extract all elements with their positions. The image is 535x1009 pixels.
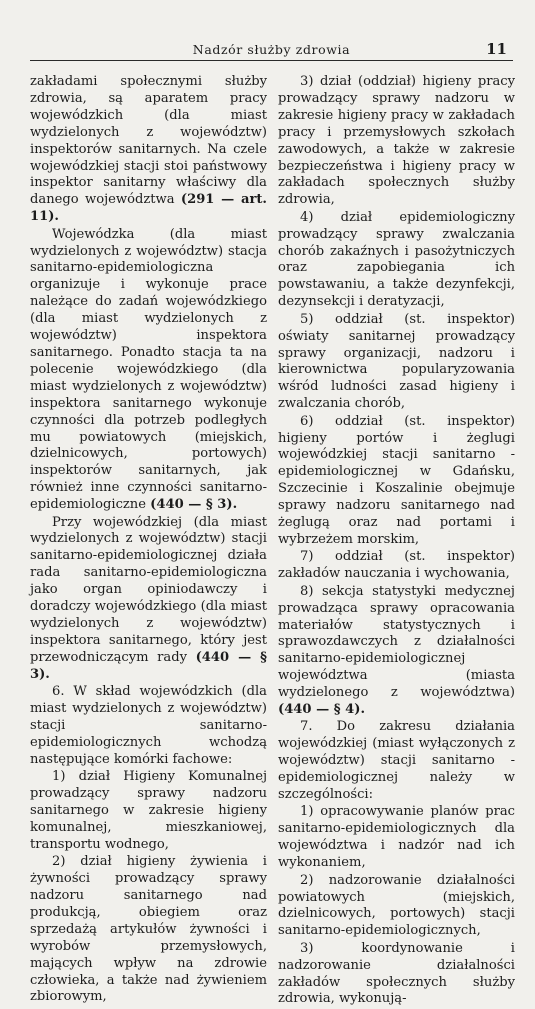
- right-column: [278, 74, 515, 1009]
- list-item: 6) oddział (st. inspektor) higieny portów i żeglugi wojewódzkiej stacji sanitarno - epidemiologicznej w Gdańsku, Szczecinie i Koszalinie obejmuje sprawy nadzoru sanitarnego nad żeglugą oraz nad portami i wybrzeżem morskim,: [278, 413, 515, 547]
- list-item: 1) dział Higieny Komunalnej prowadzący sprawy nadzoru sanitarnego w zakresie higieny komunalnej, mieszkaniowej, transportu wodnego,: [30, 769, 267, 852]
- citation: (440 — § 3).: [30, 649, 267, 682]
- list-item: 5) oddział (st. inspektor) oświaty sanitarnej prowadzący sprawy organizacji, nadzoru i kierownictwa popularyzowania wśród ludności zasad higieny i zwalczania chorób,: [278, 311, 515, 412]
- paragraph: zakładami społecznymi służby zdrowia, są aparatem pracy wojewódzkich (dla miast wydzielonych z województw) inspektorów sanitarnych. Na czele wojewódzkiej stacji stoi państwowy inspektor sanitarny właściwy dla danego województwa (291 — art. 11).: [30, 74, 267, 225]
- citation: (440 — § 3).: [150, 497, 238, 513]
- citation: (440 — § 4).: [278, 702, 366, 718]
- list-item: 8) sekcja statystyki medycznej prowadząca sprawy opracowania materiałów statystycznych i sprawozdawczych z działalności sanitarno-epidemiologicznej województwa (miasta wydzielonego z województwa) (440 — § 4).: [278, 583, 515, 718]
- citation: (291 — art. 11).: [30, 192, 267, 225]
- list-item: 4) dział epidemiologiczny prowadzący sprawy zwalczania chorób zakaźnych i pasożytniczych oraz zapobiegania ich powstawaniu, a także dezynfekcji, dezynsekcji i deratyzacji,: [278, 209, 515, 310]
- left-column: [30, 74, 267, 1007]
- section-heading-paragraph: 7. Do zakresu działania wojewódzkiej (miast wyłączonych z województw) stacji sanitarno - epidemiologicznej należy w szczególności:: [278, 719, 515, 803]
- list-item: 2) dział higieny żywienia i żywności prowadzący sprawy nadzoru sanitarnego nad produkcją, obiegiem oraz sprzedażą artykułów żywności i wyrobów przemysłowych, mających wpływ na zdrowie człowieka, a także nad żywieniem zbiorowym,: [30, 854, 267, 1005]
- list-item: 7) oddział (st. inspektor) zakładów nauczania i wychowania,: [278, 549, 515, 582]
- running-title: Nadzór służby zdrowia: [192, 42, 351, 57]
- section-heading-paragraph: 6. W skład wojewódzkich (dla miast wydzielonych z województw) stacji sanitarno-epidemiologicznych wchodzą następujące komórki fachowe:: [30, 684, 267, 767]
- list-item: 2) nadzorowanie działalności powiatowych (miejskich, dzielnicowych, portowych) stacji sanitarno-epidemiologicznych,: [278, 872, 515, 939]
- list-item: 1) opracowywanie planów prac sanitarno-epidemiologicznych dla województwa i nadzór nad ich wykonaniem,: [278, 804, 515, 871]
- page-number: 11: [486, 40, 507, 58]
- running-header: [30, 38, 513, 61]
- list-item: 3) dział (oddział) higieny pracy prowadzący sprawy nadzoru w zakresie higieny pracy w zakładach pracy i przemysłowych szkołach zawodowych, a także w zakresie bezpieczeństwa i higieny pracy w zakładach społecznych służby zdrowia,: [278, 74, 515, 208]
- list-item: 3) koordynowanie i nadzorowanie działalności zakładów społecznych służby zdrowia, wykonują-: [278, 940, 515, 1007]
- paragraph: Wojewódzka (dla miast wydzielonych z województw) stacja sanitarno-epidemiologiczna organizuje i wykonuje prace należące do zadań wojewódzkiego (dla miast wydzielonych z województw) inspektora sanitarnego. Ponadto stacja ta na polecenie wojewódzkiego (dla miast wydzielonych z województw) inspektora sanitarnego wykonuje czynności dla potrzeb podległych mu powiatowych (miejskich, dzielnicowych, portowych) inspektorów sanitarnych, jak również inne czynności sanitarno-epidemiologiczne (440 — § 3).: [30, 226, 267, 513]
- paragraph: Przy wojewódzkiej (dla miast wydzielonych z województw) stacji sanitarno-epidemiologicznej działa rada sanitarno-epidemiologiczna jako organ opiniodawczy i doradczy wojewódzkiego (dla miast wydzielonych z województw) inspektora sanitarnego, który jest przewodniczącym rady (440 — § 3).: [30, 514, 267, 682]
